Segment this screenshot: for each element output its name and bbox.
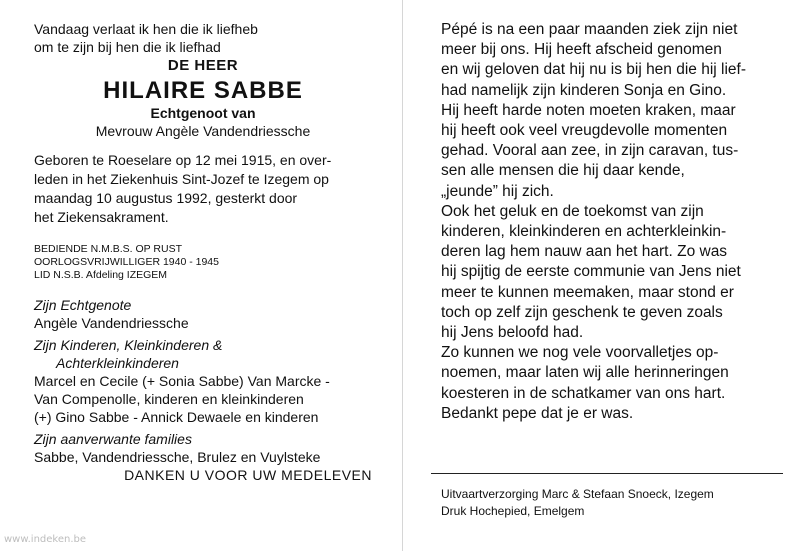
text-line: en wij geloven dat hij nu is bij hen die hij lief- <box>441 61 747 79</box>
deceased-name: HILAIRE SABBE <box>103 77 303 104</box>
text-line: Pépé is na een paar maanden ziek zijn niet <box>441 21 738 38</box>
echtgenote-name: Angèle Vandendriessche <box>34 315 189 331</box>
families-names: Sabbe, Vandendriessche, Brulez en Vuylsteke <box>34 449 321 465</box>
birth-line: Geboren te Roeselare op 12 mei 1915, en over- <box>34 152 332 168</box>
text-line: deren lag hem nauw aan het hart. Zo was <box>441 243 728 261</box>
kinderen-line: Marcel en Cecile (+ Sonia Sabbe) Van Marcke - <box>34 373 330 389</box>
printer-name: Druk Hochepied, Emelgem <box>441 504 585 518</box>
title-line: OORLOGSVRIJWILLIGER 1940 - 1945 <box>34 256 219 268</box>
text-line: Hij heeft harde noten moeten kraken, maar <box>441 101 736 119</box>
text-line: had namelijk zijn kinderen Sonja en Gino. <box>441 81 727 99</box>
text-line: meer te kunnen meemaken, maar stond er <box>441 283 734 301</box>
text-line: hij spijtig de eerste communie van Jens niet <box>441 263 741 281</box>
text-line: noemen, maar laten wij alle herinneringen <box>441 364 729 382</box>
birth-line: het Ziekensakrament. <box>34 209 169 225</box>
funeral-director: Uitvaartverzorging Marc & Stefaan Snoeck, Izegem <box>441 487 714 501</box>
kinderen-heading-2: Achterkleinkinderen <box>56 355 179 371</box>
family-block <box>34 296 372 484</box>
text-line: hij Jens beloofd had. <box>441 324 584 342</box>
echtgenote-heading: Zijn Echtgenote <box>34 297 132 313</box>
watermark: www.indeken.be <box>4 534 87 545</box>
left-panel <box>34 20 372 484</box>
intro-line-2: om te zijn bij hen die ik liefhad <box>34 39 221 55</box>
birth-line: leden in het Ziekenhuis Sint-Jozef te Izegem op <box>34 171 329 187</box>
right-panel <box>441 20 777 424</box>
kinderen-heading: Zijn Kinderen, Kleinkinderen & <box>34 337 223 353</box>
spouse-label: Echtgenoot van <box>150 105 256 121</box>
text-line: Ook het geluk en de toekomst van zijn <box>441 202 704 220</box>
text-line: Zo kunnen we nog vele voorvalletjes op- <box>441 344 719 362</box>
thanks-line: DANKEN U VOOR UW MEDELEVEN <box>124 467 372 483</box>
title-heer: DE HEER <box>167 57 239 74</box>
text-line: meer bij ons. Hij heeft afscheid genomen <box>441 41 722 59</box>
text-line: kinderen, kleinkinderen en achterkleinkin- <box>441 223 727 241</box>
kinderen-line: Van Compenolle, kinderen en kleinkinderen <box>34 391 304 407</box>
fold-line <box>402 0 403 551</box>
kinderen-line: (+) Gino Sabbe - Annick Dewaele en kinderen <box>34 409 319 425</box>
titles-block <box>34 243 372 282</box>
text-line: koesteren in de schatkamer van ons hart. <box>441 384 726 402</box>
intro-line-1: Vandaag verlaat ik hen die ik liefheb <box>34 21 258 37</box>
text-line: gehad. Vooral aan zee, in zijn caravan, tus- <box>441 142 739 160</box>
text-line: hij heeft ook veel vreugdevolle momenten <box>441 122 728 140</box>
text-line: „jeunde” hij zich. <box>441 182 554 200</box>
text-line: Bedankt pepe dat je er was. <box>441 404 634 422</box>
footer-divider <box>431 473 783 474</box>
birth-line: maandag 10 augustus 1992, gesterkt door <box>34 190 298 206</box>
text-line: sen alle mensen die hij daar kende, <box>441 162 685 180</box>
birth-death-text <box>34 151 372 227</box>
spouse-name: Mevrouw Angèle Vandendriessche <box>95 123 311 139</box>
title-line: LID N.S.B. Afdeling IZEGEM <box>34 269 168 281</box>
families-heading: Zijn aanverwante families <box>34 431 192 447</box>
printer-footer <box>441 486 781 520</box>
title-line: BEDIENDE N.M.B.S. OP RUST <box>34 243 182 255</box>
text-line: toch op zelf zijn geschenk te geven zoals <box>441 303 723 321</box>
